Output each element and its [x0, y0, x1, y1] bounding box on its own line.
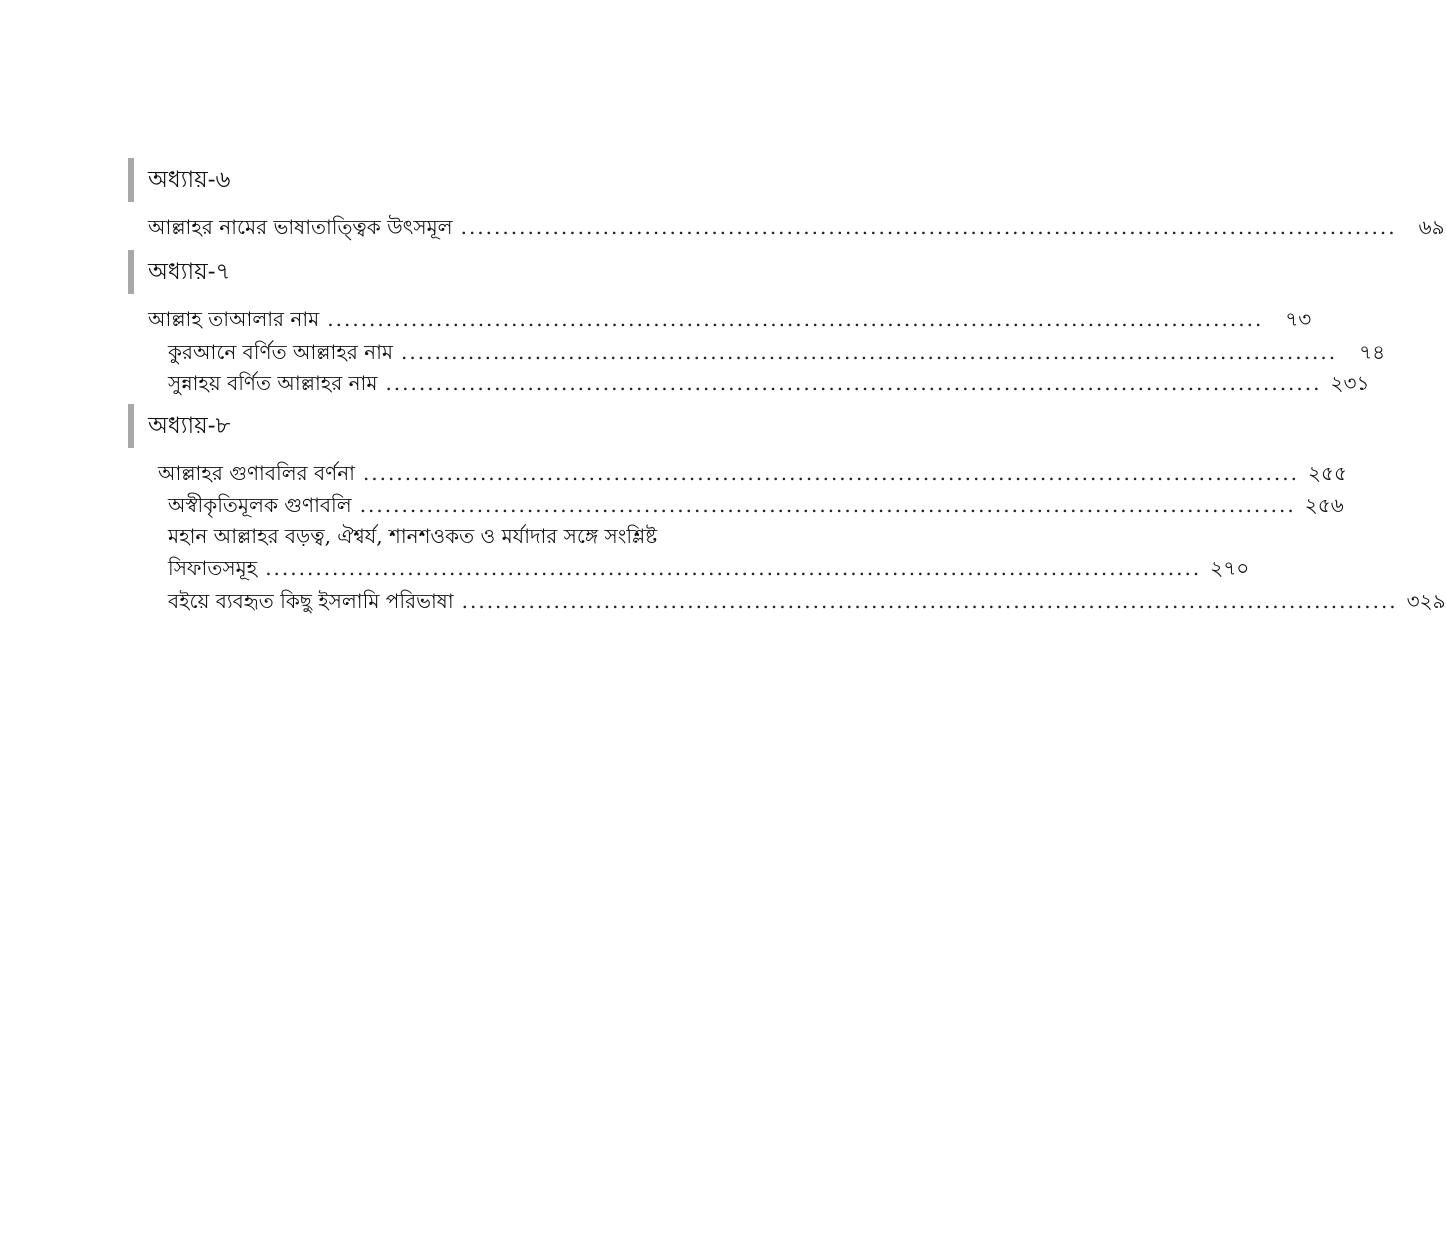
toc-entry-title: সিফাতসমূহ — [168, 556, 258, 580]
leader-dots: ................................................................................................................ — [327, 307, 1264, 331]
toc-entry-page: ৩২৯ — [1406, 589, 1446, 613]
chapter-heading — [128, 250, 230, 294]
toc-entry-page: ২৫৫ — [1308, 461, 1347, 485]
toc-entry-title: কুরআনে বর্ণিত আল্লাহর নাম — [168, 340, 394, 364]
toc-entry-title: অস্বীকৃতিমূলক গুণাবলি — [168, 493, 352, 517]
chapter-heading — [128, 404, 230, 448]
toc-entry-title: সুন্নাহয় বর্ণিত আল্লাহর নাম — [168, 371, 378, 395]
toc-entry-page: ২৭০ — [1210, 556, 1250, 580]
toc-entry-page: ২৩১ — [1330, 371, 1370, 395]
toc-entry-page: ৬৯ — [1418, 215, 1445, 239]
chapter-heading-text: অধ্যায়-৬ — [148, 166, 231, 193]
toc-entry[interactable] — [148, 304, 1312, 334]
toc-entry-page: ৭৪ — [1359, 340, 1386, 364]
chapter-heading — [128, 158, 230, 202]
toc-entry-title: আল্লাহ তাআলার নাম — [148, 307, 320, 331]
toc-entry[interactable] — [158, 458, 1347, 488]
toc-subentry-title-line1[interactable]: মহান আল্লাহর বড়ত্ব, ঐশ্বর্য, শানশওকত ও মর্যাদার সঙ্গে সংশ্লিষ্ট — [168, 524, 658, 548]
chapter-heading-text: অধ্যায়-৮ — [148, 412, 231, 439]
toc-subentry[interactable] — [168, 586, 1446, 616]
leader-dots: ................................................................................................................ — [461, 589, 1398, 613]
toc-entry-title: আল্লাহর নামের ভাষাতাত্ত্বিক উৎসমূল — [148, 215, 453, 239]
toc-entry[interactable] — [148, 212, 1445, 242]
toc-entry-page: ৭৩ — [1285, 307, 1312, 331]
leader-dots: ................................................................................................................ — [401, 340, 1338, 364]
toc-entry-title: বইয়ে ব্যবহৃত কিছু ইসলামি পরিভাষা — [168, 589, 454, 613]
leader-dots: ................................................................................................................ — [265, 556, 1202, 580]
toc-subentry[interactable] — [168, 490, 1344, 520]
toc-subentry[interactable] — [168, 368, 1370, 398]
toc-entry-title: আল্লাহর গুণাবলির বর্ণনা — [158, 461, 355, 485]
toc-subentry[interactable] — [168, 553, 1250, 583]
leader-dots: ................................................................................................................ — [385, 371, 1322, 395]
leader-dots: ................................................................................................................ — [362, 461, 1299, 485]
toc-subentry[interactable] — [168, 337, 1386, 367]
leader-dots: ................................................................................................................ — [460, 215, 1397, 239]
chapter-heading-text: অধ্যায়-৭ — [148, 258, 231, 285]
toc-entry-page: ২৫৬ — [1304, 493, 1344, 517]
leader-dots: ................................................................................................................ — [359, 493, 1296, 517]
